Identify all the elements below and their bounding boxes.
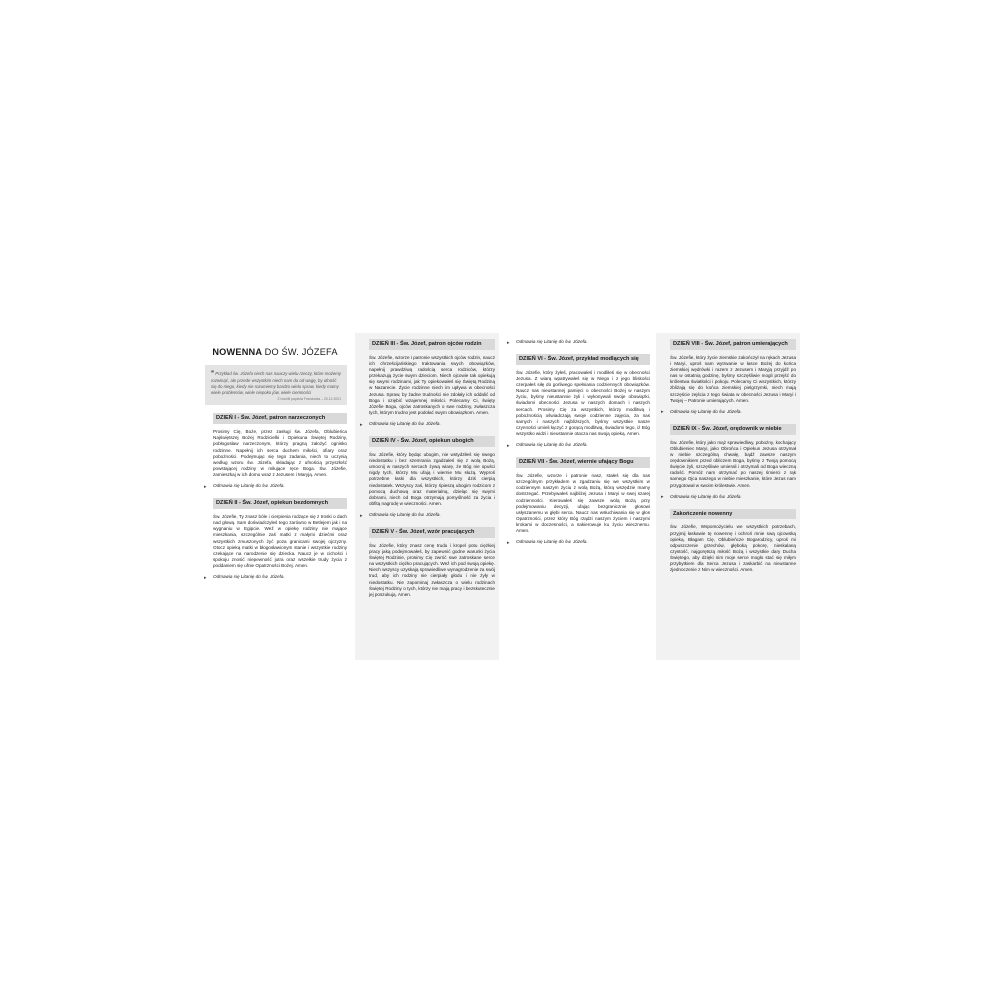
triangle-bullet-icon: ▸	[507, 442, 510, 449]
page-title	[203, 347, 347, 357]
novena-sheet	[203, 333, 800, 660]
day-3-heading: DZIEŃ III - Św. Józef, patron ojców rodzin	[369, 339, 495, 350]
day-5-heading: DZIEŃ V - Św. Józef, wzór pracujących	[369, 527, 495, 538]
day-4-litany-note: ▸ Odmawia się Litanię do św. Józefa.	[360, 512, 441, 519]
quote-source: Z homilii papieża Franciszka – 20.12.2021	[277, 397, 341, 402]
day-2-text: Św. Józefie, Ty znasz bóle i cierpienia rodzące się z troski o dach nad głową. Sam doświadczyłeś tego zarówno w Betlejem jak i na wygnaniu w Egipcie. Weź w opiekę rodziny nie mające mieszkania, szczególnie zaś matki z małymi dziećmi oraz wszystkich zmuszonych żyć poza granicami swojej ojczyzny. Otocz opieką matki w błogosławionym stanie i wszystkie rodziny czekające na narodzenie się dziecka. Naucz je w cichości i spokoju znosić niepewność jutra oraz wszelkie trudy życia z poddaniem się ufnie Opatrzności Bożej. Amen.	[213, 514, 347, 569]
closing-text: Św. Józefie, Wspomożycielu we wszystkich potrzebach, przyjmij łaskawie tę nowennę i ochroń mnie swą ojcowską opieką. Błagam Cię, Oblubieńcze Bogarodzicy, uproś mi odpuszczenie grzechów, głęboką pokorę, nieskalaną czystość, najgorętszą miłość Bożą i wszystkie dary Ducha Świętego, aby dzięki nim moje serce mogło stać się miłym przybytkiem dla Serca Jezusa i zaskarbić na nieustanne zjednoczenie z Nim w wieczności. Amen.	[670, 524, 796, 573]
triangle-bullet-icon: ▸	[360, 421, 363, 428]
triangle-bullet-icon: ▸	[661, 409, 664, 416]
day-1-text: Prosimy Cię, Boże, przez zasługi św. Józefa, Oblubieńca Najświętszej Bożej Rodzicielki i Opiekuna Świętej Rodziny, pobłogosław narzeczonym, którzy pragną założyć ognisko rodzinne. Napełnij ich serca duchem miłości, ofiary oraz pobożności. Podejmując się tego zadania, niech to uczynią według wzoru św. Józefa, składając z ufnością przyszłość powstającej rodziny w miłujące ręce Boga. Św. Józefie, zamieszkaj w ich domu wraz z Jezusem i Maryją. Amen.	[213, 429, 347, 478]
triangle-bullet-icon: ▸	[204, 574, 207, 581]
triangle-bullet-icon: ▸	[204, 483, 207, 490]
day-9-heading: DZIEŃ IX - Św. Józef, orędownik w niebie	[670, 424, 796, 435]
day-6-litany-note: ▸ Odmawia się Litanię do św. Józefa.	[507, 442, 588, 449]
day-7-heading: DZIEŃ VII - Św. Józef, wiernie ufający Bogu	[516, 457, 650, 468]
day-5-litany-note: ▸ Odmawia się Litanię do św. Józefa.	[507, 339, 588, 346]
day-9-litany-note: ▸ Odmawia się Litanię do św. Józefa.	[661, 493, 742, 501]
day-8-text: Św. Józefie, który życie ziemskie zakończył na rękach Jezusa i Maryi, uproś nam wytrwanie w łasce Bożej do końca ziemskiej wędrówki i razem z Jezusem i Maryją przyjdź po nas w ostatnią godzinę, byśmy szczęśliwie mogli przejść do królestwa światłości i pokoju. Polecamy Ci wszystkich, którzy zbliżają się do końca ziemskiej pielgrzymki, niech mają szczęście zejścia z tego świata w obecności Jezusa i Maryi i Twojej – Patronie umierających. Amen.	[670, 354, 796, 403]
triangle-bullet-icon: ▸	[661, 494, 664, 501]
day-1-litany-note: ▸ Odmawia się Litanię do św. Józefa.	[204, 483, 285, 490]
day-2-heading: DZIEŃ II - Św. Józef, opiekun bezdomnych	[213, 498, 347, 509]
closing-heading: Zakończenie nowenny	[670, 509, 796, 520]
column-2	[355, 333, 499, 660]
pope-quote-box	[205, 365, 347, 405]
title-bold: NOWENNA	[212, 347, 262, 357]
day-6-heading: DZIEŃ VI - Św. Józef, przykład modlących się	[516, 354, 650, 365]
column-4	[656, 333, 800, 660]
day-6-text: Św. Józefie, który żyłeś, pracowałeś i modliłeś się w obecności Jezusa. Z wiarą wpatrywałeś się w Niego i z jego bliskości czerpałeś siłę do gorliwego spełniania codziennych obowiązków. Naucz nas nieustannej pamięci o obecności Bożej w naszym życiu, byśmy nieustannie żyli i wykonywali swoje obowiązki, świadomi obecności Jezusa w naszych domach i naszych sercach. Prosimy Cię za wszystkich, którzy modlitwą i pobożnością oświadczają swoje codzienne zajęcia, za nas samych i naszych najbliższych, byśmy wszystkie nasze czynności umieli łączyć z gorącą modlitwą, świadomi tego, iż Bóg wszystko widzi i nieustannie otacza nas swoją opieką. Amen.	[516, 369, 650, 437]
day-8-heading: DZIEŃ VIII - Św. Józef, patron umierających	[670, 339, 796, 350]
day-3-litany-note: ▸ Odmawia się Litanię do św. Józefa.	[360, 421, 441, 428]
triangle-bullet-icon: ▸	[507, 339, 510, 346]
quote-mark-icon: ❞	[211, 371, 215, 377]
day-1-heading: DZIEŃ I - Św. Józef, patron narzeczonych	[213, 413, 347, 424]
title-rest: DO ŚW. JÓZEFA	[264, 347, 338, 357]
day-4-heading: DZIEŃ IV - Św. Józef, opiekun ubogich	[369, 436, 495, 447]
day-5-text: Św. Józefie, który znasz cenę trudu i kropel potu ciężkiej pracy jaką podejmowałeś, by zapewnić godne warunki życia Świętej Rodzinie, prosimy Cię zwróć swe zatroskane serce na wszystkich ciężko pracujących. Weź ich pod swoją opiekę. Niech wszyscy uzyskają sprawiedliwe wynagrodzenie za swój trud, aby ich rodziny nie cierpiały głodu i nie żyły w niedostatku. Nie zapominaj zwłaszcza o wielu rodzinach Świętej Rodziny o tych, którzy nie mają pracy i bezskutecznie jej poszukują. Amen.	[369, 542, 495, 597]
day-9-text: Św. Józefie, który jako mąż sprawiedliwy, pobożny, kochający Oblubieniec Maryi, jako Obrońca i Opiekun Jezusa otrzymał w niebie szczególną chwałę, bądź zawsze naszym orędownikiem przed obliczem Boga, byśmy z Twoją pomocą święcie żyli, szczęśliwie umierali i otrzymali od Boga wieczną radość. Pomóż nam otrzymać po naszej śmierci z rąk samego Ojca naszego w niebie mieszkanie, które Jezus nam przygotował w swoim królestwie. Amen.	[670, 439, 796, 488]
day-4-text: Św. Józefie, który będąc ubogim, nie wstydziłeś się swego niedostatku i bez szemrania zgadzałeś się z wolą Bożą, umocnij w naszych sercach żywą wiarę, że Bóg nie opuści nigdy tych, którzy Mu ufają i wiernie Mu służą. Wyproś potrzebne łaski dla wszystkich, którzy dziś cierpią niedostatek. Wszyscy zaś, którzy śpieszą ubogim rodzicom z pomocą duchową oraz materialną, dzieląc się swymi dobrami, niech od Boga otrzymają pomyślność za życia i obfitą nagrodę w wieczności. Amen.	[369, 451, 495, 506]
triangle-bullet-icon: ▸	[507, 539, 510, 546]
day-3-text: Św. Józefie, wzorze i patronie wszystkich ojców rodzin, naucz ich chrześcijańskiego traktowania swych obowiązków, napełnij prawdziwą radością serca rodziców, którzy przekazują życie swym dzieciom. Niech ojcowie tak opiekują się swymi rodzinami, jak Ty opiekowałeś się Świętą Rodziną w Nazarecie. Życie rodzinne niech im upływa w obecności Jezusa. Spraw, by żadne trudności nie zdołały ich oddalić od Boga i oziębić wzajemnej miłości. Polecamy Ci, święty Józefie Bogu, ojców zatroskanych o swe rodziny, zwłaszcza tych, którym trudno jest podołać swym obowiązkom. Amen.	[369, 354, 495, 415]
quote-text	[211, 370, 341, 395]
day-8-litany-note: ▸ Odmawia się Litanię do św. Józefa.	[661, 408, 742, 416]
day-7-text: Św. Józefie, wzorze i patronie nasz, stałeś się dla nas szczególnym przykładem w zgadzaniu się we wszystkim w codziennym naszym życiu z wolą Bożą, którą wszędzie mamy dostrzegać. Przebywałeś najbliżej Jezusa i Maryi w swej szarej codzienności. Kierowałeś się zawsze wolą Bożą przy podejmowaniu decyzji, ufając bezgranicznie głosowi usłyszanemu w głębi serca. Naucz nas wsłuchiwania się w głos Opatrzności, przez który Bóg rządzi naszym życiem i naszymi krokami w doczesności, a nakierowuje ku życiu wiecznemu. Amen.	[516, 472, 650, 534]
quote-body: Przykład św. Józefa niech nas nauczy wielu rzeczy, które możemy rozwinąć, ale przede wszystkim niech nam da od wagę, by ufność się do niego, kiedy nie rozumiemy bardzo wielu spraw, kiedy mamy wiele problemów, wiele niepoko jów, wiele ciemności	[211, 371, 342, 395]
day-2-litany-note: ▸ Odmawia się Litanię do św. Józefa.	[204, 574, 285, 581]
column-3	[506, 333, 650, 660]
column-1	[203, 333, 347, 660]
day-7-litany-note: ▸ Odmawia się Litanię do św. Józefa.	[507, 539, 588, 546]
triangle-bullet-icon: ▸	[360, 512, 363, 519]
